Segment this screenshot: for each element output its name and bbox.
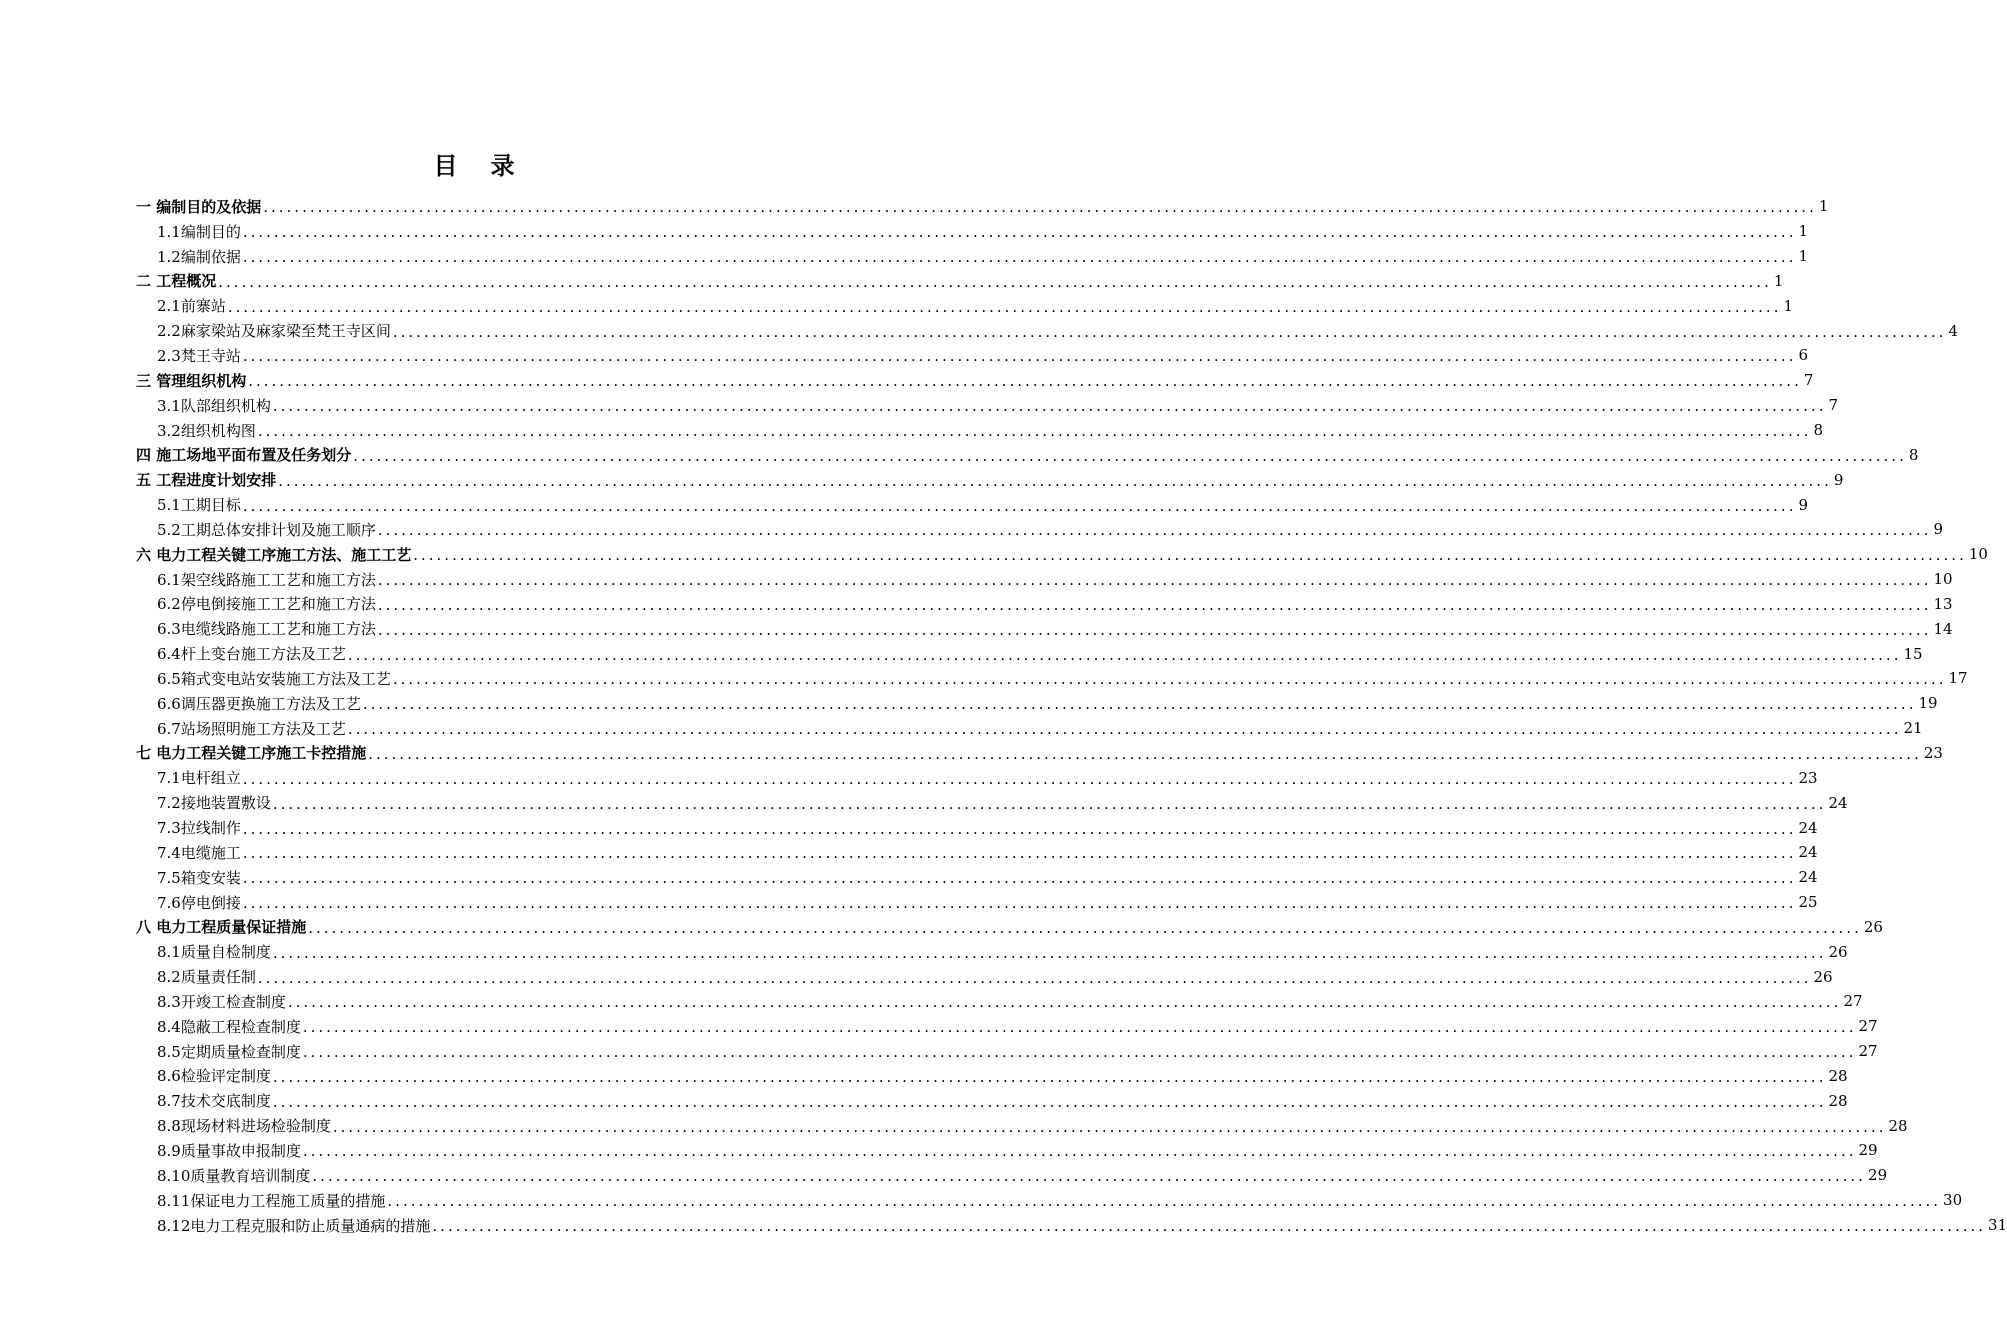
toc-entry-title: 8.5定期质量检查制度 (157, 1042, 301, 1061)
toc-dot-leader: ........................................................................................................................................................................................................ (242, 769, 1797, 788)
toc-entry-title: 7.5箱变安装 (157, 868, 241, 887)
toc-entry-title: 一 编制目的及依据 (136, 197, 262, 216)
toc-entry-title: 五 工程进度计划安排 (136, 471, 277, 490)
toc-page-number: 23 (1798, 768, 1818, 787)
toc-entry-title: 6.1架空线路施工工艺和施工方法 (157, 570, 376, 589)
toc-section-entry[interactable] (136, 840, 1818, 865)
toc-dot-leader: ........................................................................................................................................................................................................ (302, 1043, 1857, 1062)
toc-page-number: 24 (1798, 868, 1818, 887)
toc-page-number: 10 (1968, 545, 1988, 564)
toc-entry-title: 7.4电缆施工 (157, 843, 241, 862)
toc-page-number: 30 (1943, 1191, 1963, 1210)
toc-dot-leader: ........................................................................................................................................................................................................ (263, 198, 1817, 217)
toc-page-number: 4 (1948, 321, 1959, 340)
toc-section-entry[interactable] (136, 318, 1959, 343)
toc-dot-leader: ........................................................................................................................................................................................................ (377, 521, 1932, 540)
toc-entry-title: 8.2质量责任制 (157, 968, 256, 987)
toc-dot-leader: ........................................................................................................................................................................................................ (242, 844, 1797, 863)
toc-page-number: 24 (1828, 793, 1848, 812)
toc-dot-leader: ........................................................................................................................................................................................................ (308, 918, 1862, 937)
toc-page-number: 14 (1933, 619, 1953, 638)
toc-section-entry[interactable] (136, 1113, 1908, 1138)
toc-entry-title: 8.3开竣工检查制度 (157, 992, 286, 1011)
toc-entry-title: 7.6停电倒接 (157, 893, 241, 912)
toc-section-entry[interactable] (136, 641, 1923, 666)
toc-page-number: 29 (1868, 1166, 1888, 1185)
toc-entry-title: 7.2接地装置敷设 (157, 794, 271, 813)
toc-entry-title: 8.11保证电力工程施工质量的措施 (157, 1191, 386, 1210)
toc-dot-leader: ........................................................................................................................................................................................................ (302, 1142, 1857, 1161)
toc-chapter-entry[interactable] (136, 542, 1988, 567)
toc-section-entry[interactable] (136, 1039, 1878, 1064)
toc-entry-title: 6.4杆上变台施工方法及工艺 (157, 645, 346, 664)
toc-page-number: 7 (1803, 371, 1814, 390)
toc-entry-title: 5.2工期总体安排计划及施工顺序 (157, 520, 376, 539)
toc-dot-leader: ........................................................................................................................................................................................................ (242, 223, 1797, 242)
toc-section-entry[interactable] (136, 1064, 1848, 1089)
toc-page-number: 9 (1798, 495, 1809, 514)
toc-section-entry[interactable] (136, 1163, 1888, 1188)
toc-dot-leader: ........................................................................................................................................................................................................ (377, 595, 1932, 614)
toc-page-number: 9 (1933, 520, 1944, 539)
toc-entry-title: 5.1工期目标 (157, 496, 241, 515)
toc-entry-title: 8.9质量事故申报制度 (157, 1141, 301, 1160)
toc-dot-leader: ........................................................................................................................................................................................................ (272, 1067, 1827, 1086)
toc-section-entry[interactable] (136, 343, 1809, 368)
toc-page-number: 13 (1933, 594, 1953, 613)
toc-section-entry[interactable] (136, 989, 1863, 1014)
toc-section-entry[interactable] (136, 1213, 2007, 1238)
toc-page-number: 24 (1798, 843, 1818, 862)
toc-page-number: 10 (1933, 570, 1953, 589)
toc-dot-leader: ........................................................................................................................................................................................................ (332, 1117, 1887, 1136)
toc-dot-leader: ........................................................................................................................................................................................................ (257, 422, 1812, 441)
toc-entry-title: 四 施工场地平面布置及任务划分 (136, 446, 352, 465)
toc-entry-title: 3.1队部组织机构 (157, 396, 271, 415)
toc-entry-title: 6.5箱式变电站安装施工方法及工艺 (157, 669, 391, 688)
toc-entry-title: 7.1电杆组立 (157, 769, 241, 788)
toc-section-entry[interactable] (136, 964, 1833, 989)
toc-entry-title: 六 电力工程关键工序施工方法、施工工艺 (136, 545, 412, 564)
page-title: 目 录 (433, 151, 517, 180)
toc-page-number: 26 (1813, 967, 1833, 986)
toc-dot-leader: ........................................................................................................................................................................................................ (242, 496, 1797, 515)
toc-page-number: 8 (1908, 445, 1919, 464)
toc-page-number: 27 (1843, 992, 1863, 1011)
toc-page-number: 24 (1798, 818, 1818, 837)
toc-dot-leader: ........................................................................................................................................................................................................ (413, 546, 1967, 565)
toc-entry-title: 8.8现场材料进场检验制度 (157, 1117, 331, 1136)
toc-dot-leader: ........................................................................................................................................................................................................ (377, 571, 1932, 590)
toc-dot-leader: ........................................................................................................................................................................................................ (242, 869, 1797, 888)
toc-section-entry[interactable] (136, 492, 1809, 517)
toc-entry-title: 二 工程概况 (136, 272, 217, 291)
toc-dot-leader: ........................................................................................................................................................................................................ (362, 695, 1917, 714)
toc-dot-leader: ........................................................................................................................................................................................................ (257, 968, 1812, 987)
toc-dot-leader: ........................................................................................................................................................................................................ (272, 794, 1827, 813)
toc-entry-title: 6.7站场照明施工方法及工艺 (157, 719, 346, 738)
toc-page-number: 9 (1833, 470, 1844, 489)
toc-entry-title: 1.1编制目的 (157, 222, 241, 241)
toc-page-number: 6 (1798, 346, 1809, 365)
toc-chapter-entry[interactable] (136, 467, 1844, 492)
toc-dot-leader: ........................................................................................................................................................................................................ (302, 1018, 1857, 1037)
toc-entry-title: 8.6检验评定制度 (157, 1067, 271, 1086)
toc-entry-title: 8.1质量自检制度 (157, 943, 271, 962)
toc-section-entry[interactable] (136, 517, 1944, 542)
toc-entry-title: 2.3梵王寺站 (157, 346, 241, 365)
toc-page-number: 17 (1948, 669, 1968, 688)
toc-page-number: 27 (1858, 1017, 1878, 1036)
toc-entry-title: 1.2编制依据 (157, 247, 241, 266)
toc-entry-title: 2.1前寨站 (157, 297, 226, 316)
toc-section-entry[interactable] (136, 691, 1938, 716)
toc-section-entry[interactable] (136, 865, 1818, 890)
toc-entry-title: 8.12电力工程克服和防止质量通病的措施 (157, 1216, 431, 1235)
toc-chapter-entry[interactable] (136, 269, 1784, 294)
toc-entry-title: 8.7技术交底制度 (157, 1092, 271, 1111)
toc-entry-title: 3.2组织机构图 (157, 421, 256, 440)
toc-dot-leader: ........................................................................................................................................................................................................ (248, 372, 1802, 391)
toc-chapter-entry[interactable] (136, 368, 1814, 393)
toc-section-entry[interactable] (136, 616, 1953, 641)
toc-page-number: 1 (1798, 222, 1809, 241)
table-of-contents (136, 194, 2007, 1237)
toc-page-number: 27 (1858, 1042, 1878, 1061)
toc-page-number: 1 (1798, 247, 1809, 266)
toc-dot-leader: ........................................................................................................................................................................................................ (392, 670, 1947, 689)
toc-entry-title: 八 电力工程质量保证措施 (136, 918, 307, 937)
toc-page-number: 28 (1888, 1116, 1908, 1135)
toc-dot-leader: ........................................................................................................................................................................................................ (242, 347, 1797, 366)
toc-dot-leader: ........................................................................................................................................................................................................ (272, 1092, 1827, 1111)
toc-entry-title: 6.6调压器更换施工方法及工艺 (157, 694, 361, 713)
toc-section-entry[interactable] (136, 1014, 1878, 1039)
toc-page-number: 21 (1903, 719, 1923, 738)
toc-chapter-entry[interactable] (136, 914, 1883, 939)
toc-page-number: 1 (1818, 197, 1829, 216)
toc-dot-leader: ........................................................................................................................................................................................................ (242, 248, 1797, 267)
toc-section-entry[interactable] (136, 219, 1809, 244)
toc-entry-title: 8.4隐蔽工程检查制度 (157, 1017, 301, 1036)
toc-section-entry[interactable] (136, 592, 1953, 617)
toc-entry-title: 7.3拉线制作 (157, 819, 241, 838)
toc-dot-leader: ........................................................................................................................................................................................................ (242, 894, 1797, 913)
toc-section-entry[interactable] (136, 418, 1824, 443)
toc-section-entry[interactable] (136, 393, 1839, 418)
toc-chapter-entry[interactable] (136, 442, 1919, 467)
toc-section-entry[interactable] (136, 1138, 1878, 1163)
toc-entry-title: 8.10质量教育培训制度 (157, 1166, 311, 1185)
toc-page-number: 26 (1863, 917, 1883, 936)
toc-section-entry[interactable] (136, 890, 1818, 915)
toc-section-entry[interactable] (136, 1088, 1848, 1113)
toc-section-entry[interactable] (136, 1188, 1963, 1213)
toc-dot-leader: ........................................................................................................................................................................................................ (312, 1167, 1867, 1186)
toc-dot-leader: ........................................................................................................................................................................................................ (347, 645, 1902, 664)
toc-dot-leader: ........................................................................................................................................................................................................ (353, 446, 1907, 465)
toc-chapter-entry[interactable] (136, 741, 1943, 766)
toc-dot-leader: ........................................................................................................................................................................................................ (272, 397, 1827, 416)
toc-section-entry[interactable] (136, 939, 1848, 964)
toc-dot-leader: ........................................................................................................................................................................................................ (432, 1217, 1987, 1236)
toc-page-number: 1 (1783, 296, 1794, 315)
toc-dot-leader: ........................................................................................................................................................................................................ (242, 819, 1797, 838)
toc-page-number: 26 (1828, 942, 1848, 961)
toc-page-number: 31 (1988, 1216, 2007, 1235)
toc-entry-title: 2.2麻家梁站及麻家梁至梵王寺区间 (157, 322, 391, 341)
toc-page-number: 28 (1828, 1066, 1848, 1085)
toc-section-entry[interactable] (136, 790, 1848, 815)
toc-entry-title: 6.3电缆线路施工工艺和施工方法 (157, 620, 376, 639)
toc-section-entry[interactable] (136, 293, 1794, 318)
toc-dot-leader: ........................................................................................................................................................................................................ (278, 471, 1832, 490)
toc-dot-leader: ........................................................................................................................................................................................................ (347, 720, 1902, 739)
toc-dot-leader: ........................................................................................................................................................................................................ (287, 993, 1842, 1012)
toc-dot-leader: ........................................................................................................................................................................................................ (387, 1192, 1942, 1211)
toc-section-entry[interactable] (136, 716, 1923, 741)
toc-section-entry[interactable] (136, 567, 1953, 592)
toc-section-entry[interactable] (136, 244, 1809, 269)
toc-chapter-entry[interactable] (136, 194, 1829, 219)
toc-dot-leader: ........................................................................................................................................................................................................ (392, 322, 1947, 341)
toc-page-number: 19 (1918, 694, 1938, 713)
toc-page-number: 23 (1923, 743, 1943, 762)
toc-section-entry[interactable] (136, 815, 1818, 840)
toc-page-number: 8 (1813, 421, 1824, 440)
toc-dot-leader: ........................................................................................................................................................................................................ (227, 297, 1782, 316)
toc-page-number: 1 (1773, 271, 1784, 290)
toc-page-number: 15 (1903, 644, 1923, 663)
toc-dot-leader: ........................................................................................................................................................................................................ (377, 620, 1932, 639)
toc-dot-leader: ........................................................................................................................................................................................................ (368, 744, 1922, 763)
toc-page-number: 29 (1858, 1141, 1878, 1160)
toc-section-entry[interactable] (136, 666, 1968, 691)
toc-entry-title: 三 管理组织机构 (136, 371, 247, 390)
toc-entry-title: 6.2停电倒接施工工艺和施工方法 (157, 595, 376, 614)
toc-entry-title: 七 电力工程关键工序施工卡控措施 (136, 744, 367, 763)
toc-page-number: 7 (1828, 396, 1839, 415)
toc-page-number: 28 (1828, 1091, 1848, 1110)
toc-page-number: 25 (1798, 893, 1818, 912)
toc-section-entry[interactable] (136, 765, 1818, 790)
toc-dot-leader: ........................................................................................................................................................................................................ (272, 943, 1827, 962)
toc-dot-leader: ........................................................................................................................................................................................................ (218, 272, 1772, 291)
